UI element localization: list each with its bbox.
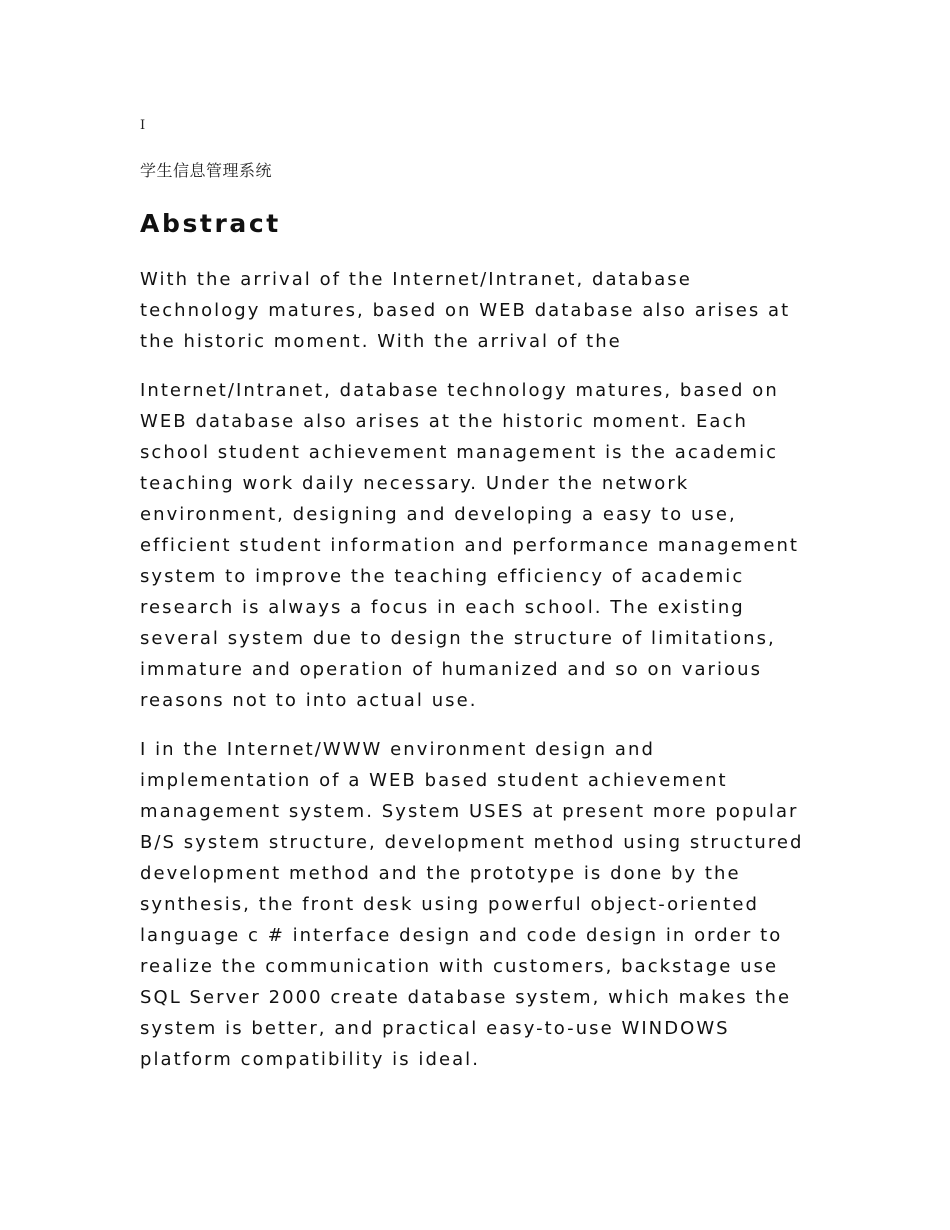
text-line: With the arrival of the Internet/Intranet, database xyxy=(140,269,692,290)
abstract-paragraph-3 xyxy=(140,734,840,1075)
text-line: school student achievement management is the academic xyxy=(140,442,779,463)
abstract-body xyxy=(140,264,840,1093)
text-line: realize the communication with customers, backstage use xyxy=(140,956,779,977)
abstract-paragraph-1 xyxy=(140,264,840,357)
text-line: system to improve the teaching efficiency of academic xyxy=(140,566,745,587)
text-line: the historic moment. With the arrival of the xyxy=(140,331,622,352)
abstract-heading: Abstract xyxy=(140,209,281,238)
text-line: several system due to design the structure of limitations, xyxy=(140,628,776,649)
text-line: language c # interface design and code design in order to xyxy=(140,925,783,946)
text-line: efficient student information and performance management xyxy=(140,535,800,556)
text-line: management system. System USES at present more popular xyxy=(140,801,799,822)
text-line: immature and operation of humanized and so on various xyxy=(140,659,763,680)
text-line: WEB database also arises at the historic moment. Each xyxy=(140,411,748,432)
text-line: system is better, and practical easy-to-use WINDOWS xyxy=(140,1018,730,1039)
text-line: development method and the prototype is done by the xyxy=(140,863,741,884)
document-header-title: 学生信息管理系统 xyxy=(140,161,273,180)
text-line: platform compatibility is ideal. xyxy=(140,1049,480,1070)
text-line: SQL Server 2000 create database system, which makes the xyxy=(140,987,792,1008)
abstract-paragraph-2 xyxy=(140,375,840,716)
text-line: environment, designing and developing a easy to use, xyxy=(140,504,737,525)
page-number: I xyxy=(140,118,146,133)
text-line: synthesis, the front desk using powerful object-oriented xyxy=(140,894,760,915)
text-line: I in the Internet/WWW environment design and xyxy=(140,739,655,760)
text-line: B/S system structure, development method using structured xyxy=(140,832,804,853)
text-line: reasons not to into actual use. xyxy=(140,690,478,711)
text-line: teaching work daily necessary. Under the network xyxy=(140,473,690,494)
text-line: implementation of a WEB based student achievement xyxy=(140,770,728,791)
text-line: Internet/Intranet, database technology matures, based on xyxy=(140,380,779,401)
text-line: technology matures, based on WEB database also arises at xyxy=(140,300,791,321)
text-line: research is always a focus in each school. The existing xyxy=(140,597,745,618)
